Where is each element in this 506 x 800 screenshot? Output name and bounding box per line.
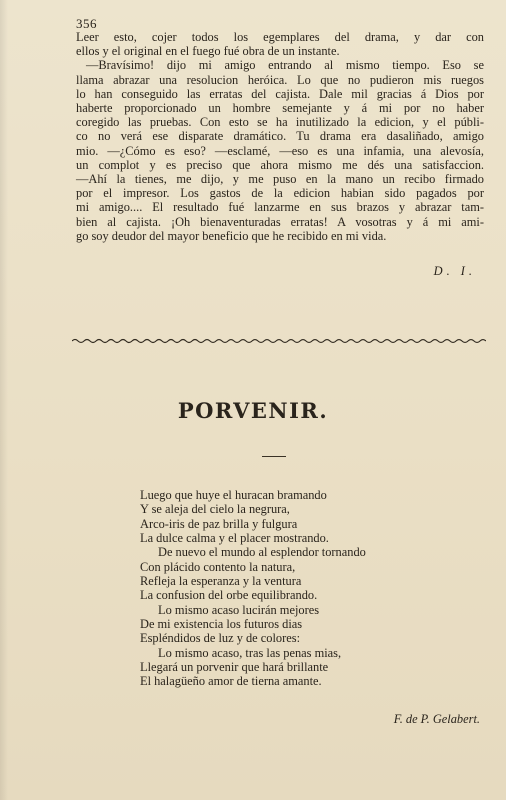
prose-section [76,30,484,243]
poem-verse: Arco-iris de paz brilla y fulgura [140,516,298,531]
poem-verse: El halagüeño amor de tierna amante. [140,674,322,689]
ornamental-divider [72,338,486,344]
prose-line: llama abrazar una resolucion heróica. Lo que no pudieron mis ruegos [76,72,484,87]
poem-verse: La dulce calma y el placer mostrando. [140,531,329,546]
poem-verse: Espléndidos de luz y de colores: [140,631,301,646]
poem-title: PORVENIR. [177,398,329,423]
prose-line: Leer esto, cojer todos los egemplares del drama, y dar con [76,30,484,44]
poem-verse: Lo mismo acaso, tras las penas mias, [158,645,342,660]
prose-line: un complot y es preciso que ahora mismo me dés una satisfaccion. [76,157,484,172]
poem-verse: La confusion del orbe equilibrando. [140,588,318,603]
poem-verse: Lo mismo acaso lucirán mejores [158,602,320,617]
poem-verse: Refleja la esperanza y la ventura [140,574,302,589]
prose-line: bien al cajista. ¡Oh bienaventuradas erratas! A vosotras y á mi ami- [76,214,484,229]
prose-line: co no verá ese disparate dramático. Tu drama era dasaliñado, amigo [76,129,484,144]
prose-line: coregido las pruebas. Con esto se ha inutilizado la edicion, y el públi- [76,115,484,130]
poem-verse: Luego que huye el huracan bramando [140,488,327,502]
prose-line: por el impresor. Los gastos de la edicion habian sido pagados por [76,186,484,201]
title-rule [262,456,286,457]
page-number: 356 [76,16,97,31]
prose-line: —Bravísimo! dijo mi amigo entrando al mismo tiempo. Eso se [86,58,484,73]
prose-line: —Ahí la tienes, me dijo, y me puso en la mano un recibo firmado [76,172,484,187]
prose-line: ellos y el original en el fuego fué obra de un instante. [76,44,340,59]
prose-line: haberte proporcionado un hombre semejante y á mi por no haber [76,101,484,116]
prose-signature: D. I. [433,264,476,278]
poem-verse: Y se aleja del cielo la negrura, [140,502,290,517]
poem-verse: De nuevo el mundo al esplendor tornando [158,545,366,560]
poem-verse: De mi existencia los futuros dias [140,617,303,632]
prose-line: mio. —¿Cómo es eso? —esclamé, —eso es una infamia, una alevosía, [76,143,484,158]
prose-line: go soy deudor del mayor beneficio que he recibido en mi vida. [76,228,387,243]
poem-verse: Con plácido contento la natura, [140,559,296,574]
poem-verse: Llegará un porvenir que hará brillante [140,660,329,675]
prose-line: lo han conseguido las erratas del cajista. Dale mil gracias á Dios por [76,86,484,101]
prose-line: mi amigo.... El resultado fué lanzarme en sus brazos y abrazar tam- [76,200,484,215]
poem-body [140,488,366,689]
poem-author: F. de P. Gelabert. [393,712,480,726]
